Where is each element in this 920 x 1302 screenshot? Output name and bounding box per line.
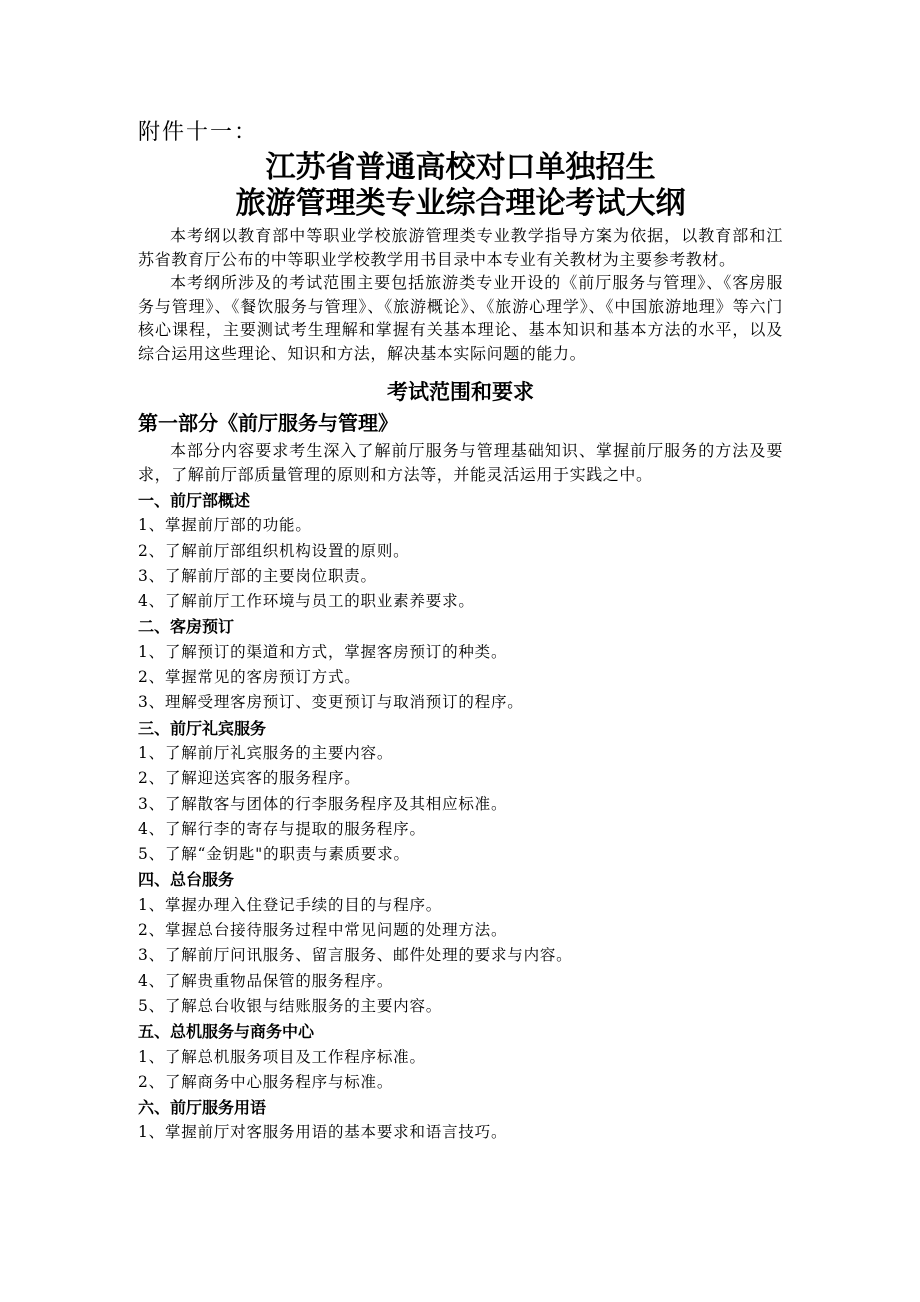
section-switchboard-business-center: [138, 1019, 783, 1095]
annex-label: 附件十一：: [138, 120, 259, 145]
section-concierge-service: [138, 716, 783, 868]
list-item: 4、了解前厅工作环境与员工的职业素养要求。: [138, 592, 475, 611]
list-item: 5、了解“金钥匙"的职责与素质要求。: [138, 845, 410, 864]
list-item: 3、了解前厅问讯服务、留言服务、邮件处理的要求与内容。: [138, 946, 573, 965]
document-title-line1: 江苏省普通高校对口单独招生: [265, 150, 656, 185]
section-room-reservation: [138, 614, 783, 715]
list-item: 2、掌握常见的客房预订方式。: [138, 668, 361, 687]
section-heading: 一、前厅部概述: [138, 491, 251, 510]
list-item: 3、理解受理客房预订、变更预订与取消预订的程序。: [138, 693, 524, 712]
list-item: 4、了解行李的寄存与提取的服务程序。: [138, 819, 426, 838]
list-item: 1、了解总机服务项目及工作程序标准。: [138, 1047, 426, 1066]
part-intro-paragraph: 本部分内容要求考生深入了解前厅服务与管理基础知识、掌握前厅服务的方法及要求，了解前厅部质量管理的原则和方法等，并能灵活运用于实践之中。: [138, 441, 783, 484]
document-title-line2: 旅游管理类专业综合理论考试大纲: [235, 186, 686, 221]
list-item: 1、掌握前厅对客服务用语的基本要求和语言技巧。: [138, 1123, 508, 1142]
list-item: 5、了解总台收银与结账服务的主要内容。: [138, 996, 443, 1015]
intro-paragraph: 本考纲以教育部中等职业学校旅游管理类专业教学指导方案为依据，以教育部和江苏省教育厅公布的中等职业学校教学用书目录中本专业有关教材为主要参考教材。: [138, 226, 783, 269]
section-heading: 三、前厅礼宾服务: [138, 718, 267, 738]
section-heading: 六、前厅服务用语: [138, 1098, 267, 1118]
list-item: 3、了解散客与团体的行李服务程序及其相应标准。: [138, 794, 508, 813]
document-content: [138, 118, 783, 1146]
scope-title: 考试范围和要求: [387, 380, 534, 404]
section-heading: 二、客房预订: [138, 617, 235, 637]
list-item: 1、了解前厅礼宾服务的主要内容。: [138, 743, 394, 762]
list-item: 1、了解预订的渠道和方式，掌握客房预订的种类。: [138, 642, 508, 661]
intro-paragraph: 本考纲所涉及的考试范围主要包括旅游类专业开设的《前厅服务与管理》、《客房服务与管理》、《餐饮服务与管理》、《旅游概论》、《旅游心理学》、《中国旅游地理》等六门核心课程，主要测试考生理解和掌握有关基本理论、基本知识和基本方法的水平，以及综合运用这些理论、知识和方法，解决基本实际问题的能力。: [138, 273, 783, 363]
list-item: 2、了解前厅部组织机构设置的原则。: [138, 541, 410, 560]
list-item: 2、掌握总台接待服务过程中常见问题的处理方法。: [138, 921, 508, 940]
list-item: 2、了解迎送宾客的服务程序。: [138, 769, 361, 788]
section-heading: 五、总机服务与商务中心: [138, 1022, 315, 1042]
list-item: 3、了解前厅部的主要岗位职责。: [138, 566, 377, 585]
list-item: 4、了解贵重物品保管的服务程序。: [138, 971, 394, 990]
list-item: 1、掌握前厅部的功能。: [138, 516, 312, 535]
part-title: 第一部分《前厅服务与管理》: [138, 411, 398, 435]
section-heading: 四、总台服务: [138, 870, 235, 890]
section-front-office-overview: [138, 488, 783, 614]
section-front-desk-service: [138, 867, 783, 1019]
list-item: 1、掌握办理入住登记手续的目的与程序。: [138, 895, 443, 914]
section-service-language: [138, 1095, 783, 1146]
list-item: 2、了解商务中心服务程序与标准。: [138, 1072, 394, 1091]
